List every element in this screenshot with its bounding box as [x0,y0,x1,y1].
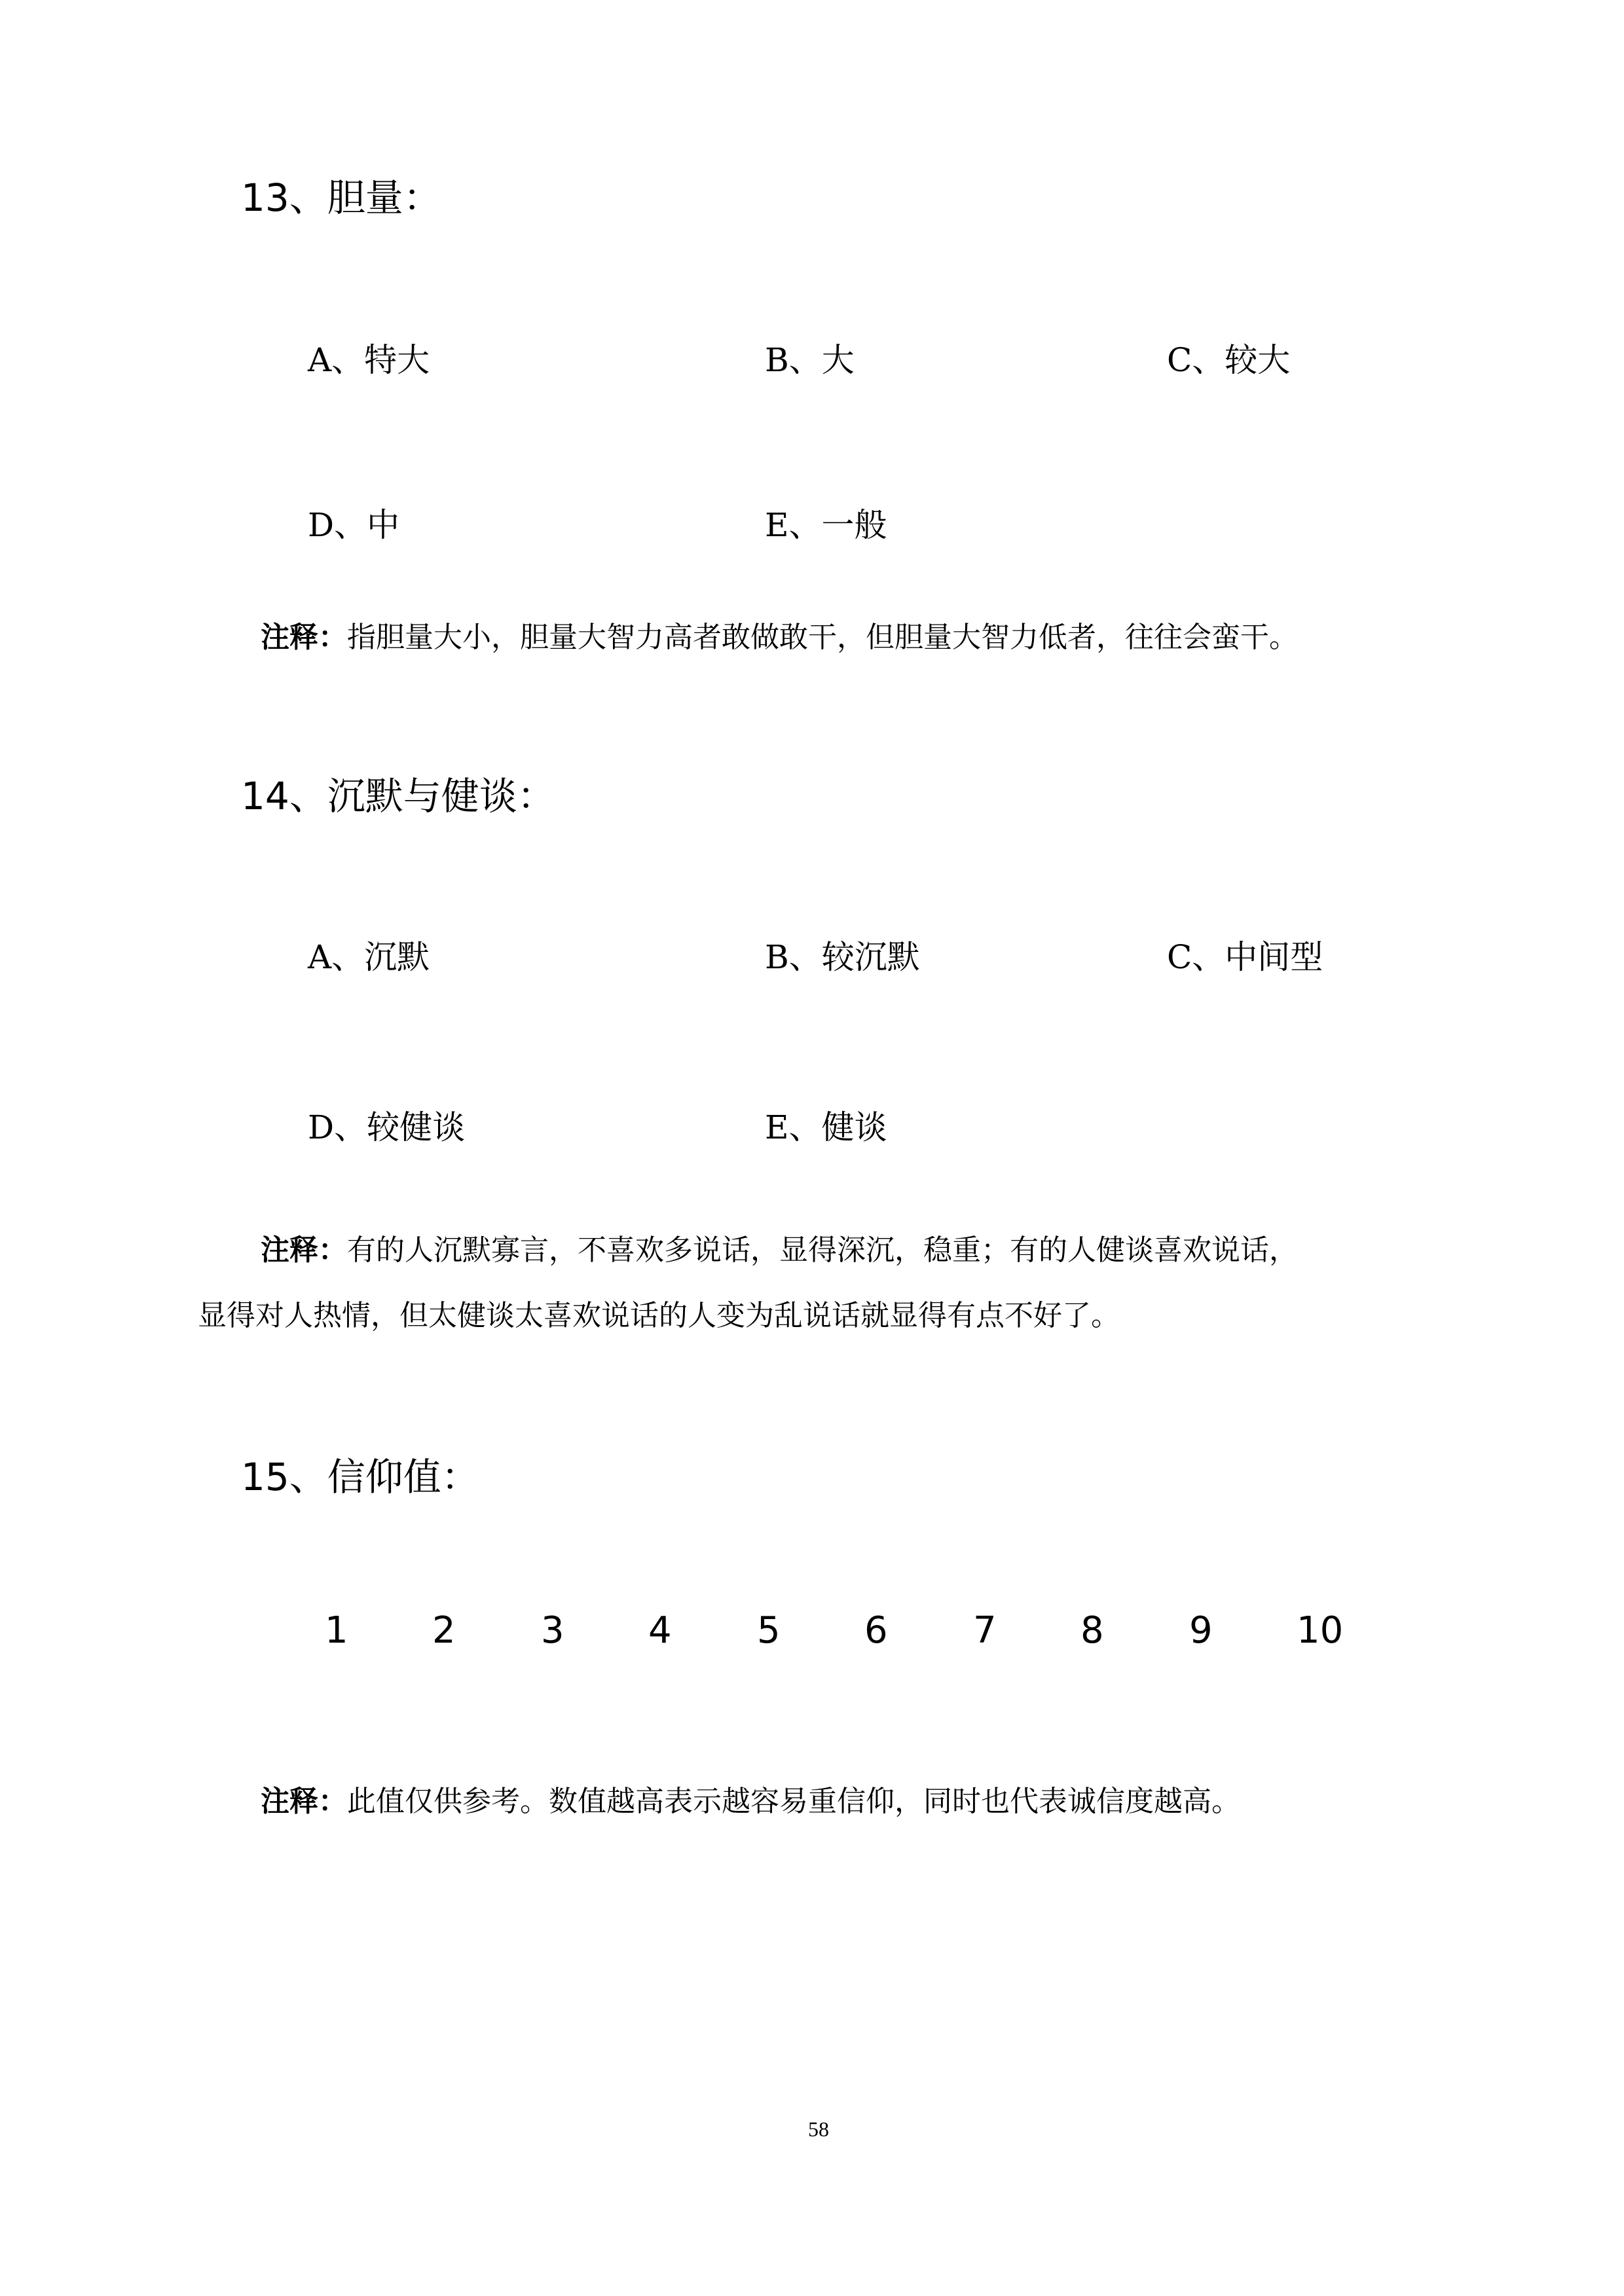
q13-option-e: E、一般 [765,506,887,544]
scale-value-9: 9 [1189,1609,1213,1652]
q14-note-line-2: 显得对人热情，但太健谈太喜欢说话的人变为乱说话就显得有点不好了。 [198,1299,1120,1332]
q15-note-label: 注释： [261,1785,347,1818]
q13-note-label: 注释： [261,621,347,654]
q14-note-label: 注释： [261,1233,347,1267]
scale-value-8: 8 [1080,1609,1104,1652]
q15-note-text: 此值仅供参考。数值越高表示越容易重信仰，同时也代表诚信度越高。 [347,1785,1240,1818]
q14-option-c: C、中间型 [1167,938,1323,976]
q13-option-a: A、特大 [308,341,430,379]
q14-option-a: A、沉默 [308,938,430,976]
scale-value-4: 4 [648,1609,672,1652]
q14-option-e: E、健谈 [765,1108,887,1146]
scale-value-2: 2 [432,1609,456,1652]
scale-value-5: 5 [757,1609,781,1652]
q13-option-d: D、中 [308,506,400,544]
q13-note-text: 指胆量大小，胆量大智力高者敢做敢干，但胆量大智力低者，往往会蛮干。 [347,621,1298,654]
question-14-title: 14、沉默与健谈： [241,774,555,818]
q14-note-line-1 [261,1231,1298,1270]
scale-value-1: 1 [325,1609,348,1652]
q14-note-text-1: 有的人沉默寡言，不喜欢多说话，显得深沉，稳重；有的人健谈喜欢说话， [347,1233,1298,1267]
q13-option-c: C、较大 [1167,341,1291,379]
q14-option-b: B、较沉默 [765,938,920,976]
q13-note [261,618,1298,657]
page-number: 58 [808,2117,829,2141]
scale-value-3: 3 [541,1609,564,1652]
question-15-title: 15、信仰值： [241,1455,479,1499]
scale-value-7: 7 [973,1609,997,1652]
scale-value-10: 10 [1297,1609,1344,1652]
q13-option-b: B、大 [765,341,855,379]
q14-option-d: D、较健谈 [308,1108,466,1146]
scale-value-6: 6 [864,1609,888,1652]
question-13-title: 13、胆量： [241,175,441,220]
q15-note [261,1782,1240,1821]
